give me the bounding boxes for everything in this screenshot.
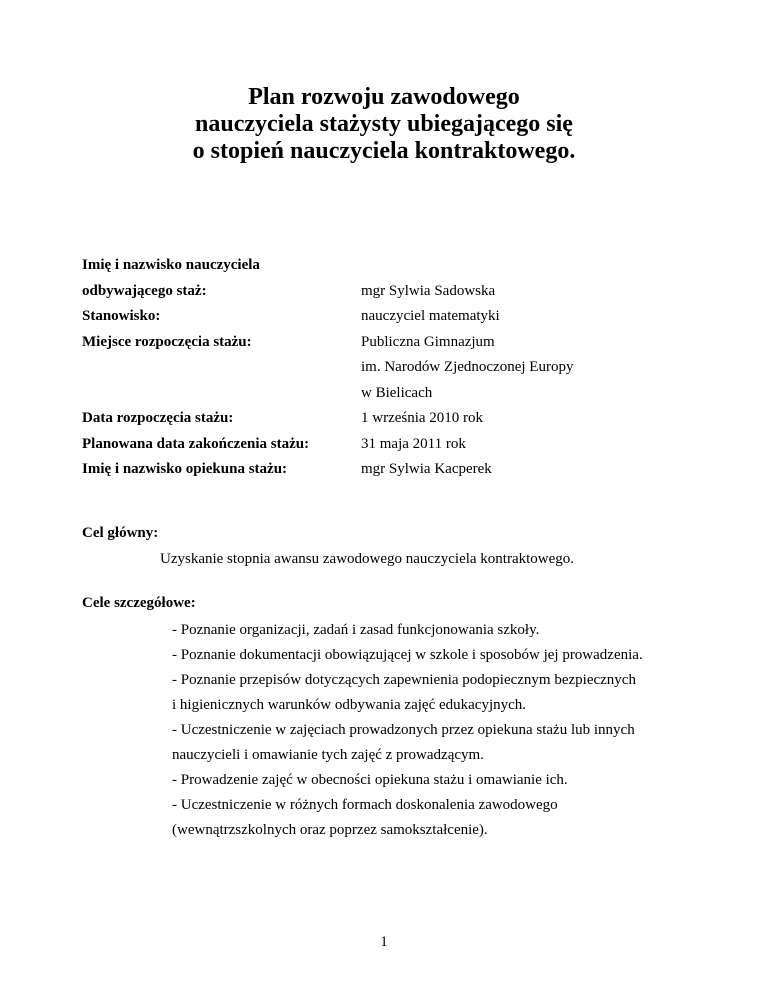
specific-goals-heading: Cele szczegółowe: — [82, 595, 196, 611]
specific-goal-line: - Poznanie przepisów dotyczących zapewnienia podopiecznym bezpiecznych — [172, 672, 636, 688]
title-line-1: Plan rozwoju zawodowego — [248, 84, 520, 110]
mentor-value: mgr Sylwia Kacperek — [361, 461, 492, 477]
document-title — [0, 84, 768, 165]
specific-goal-line: (wewnątrzszkolnych oraz poprzez samokształcenie). — [172, 822, 488, 838]
specific-goal-line: nauczycieli i omawianie tych zajęć z prowadzącym. — [172, 747, 484, 763]
info-row-end — [82, 432, 722, 458]
info-row-position — [82, 304, 722, 330]
specific-goal-line: - Uczestniczenie w różnych formach doskonalenia zawodowego — [172, 797, 558, 813]
start-label: Data rozpoczęcia stażu: — [82, 410, 234, 426]
end-value: 31 maja 2011 rok — [361, 435, 466, 452]
info-row-mentor — [82, 457, 722, 483]
info-table — [82, 253, 722, 483]
info-row-teacher — [82, 279, 722, 305]
main-goal-text: Uzyskanie stopnia awansu zawodowego nauczyciela kontraktowego. — [160, 551, 575, 567]
place-label: Miejsce rozpoczęcia stażu: — [82, 333, 252, 350]
specific-goal-line: i higienicznych warunków odbywania zajęć edukacyjnych. — [172, 697, 527, 713]
specific-goal-line: - Prowadzenie zajęć w obecności opiekuna stażu i omawianie ich. — [172, 772, 568, 788]
info-row-teacher-label — [82, 253, 722, 279]
specific-goal-line: - Poznanie dokumentacji obowiązującej w szkole i sposobów jej prowadzenia. — [172, 647, 643, 663]
place-line-1: Publiczna Gimnazjum — [361, 333, 495, 350]
title-line-3: o stopień nauczyciela kontraktowego. — [192, 138, 576, 164]
teacher-label-line-2: odbywającego staż: — [82, 282, 207, 299]
end-label: Planowana data zakończenia stażu: — [82, 435, 310, 452]
place-line-2: im. Narodów Zjednoczonej Europy — [361, 359, 574, 375]
info-row-place-2 — [82, 355, 722, 381]
position-value: nauczyciel matematyki — [361, 308, 500, 324]
main-goal-heading: Cel główny: — [82, 525, 159, 541]
teacher-label-line-1: Imię i nazwisko nauczyciela — [82, 257, 260, 273]
title-line-2: nauczyciela stażysty ubiegającego się — [195, 111, 573, 137]
page-number: 1 — [380, 934, 388, 950]
start-value: 1 września 2010 rok — [361, 410, 484, 426]
place-line-3: w Bielicach — [361, 384, 433, 401]
specific-goal-line: - Poznanie organizacji, zadań i zasad funkcjonowania szkoły. — [172, 622, 540, 638]
specific-goal-line: - Uczestniczenie w zajęciach prowadzonych przez opiekuna stażu lub innych — [172, 722, 635, 738]
specific-goals-list — [172, 618, 732, 843]
mentor-label: Imię i nazwisko opiekuna stażu: — [82, 461, 288, 477]
info-row-start — [82, 406, 722, 432]
teacher-name: mgr Sylwia Sadowska — [361, 282, 496, 299]
info-row-place-3 — [82, 381, 722, 407]
info-row-place — [82, 330, 722, 356]
position-label: Stanowisko: — [82, 308, 161, 324]
